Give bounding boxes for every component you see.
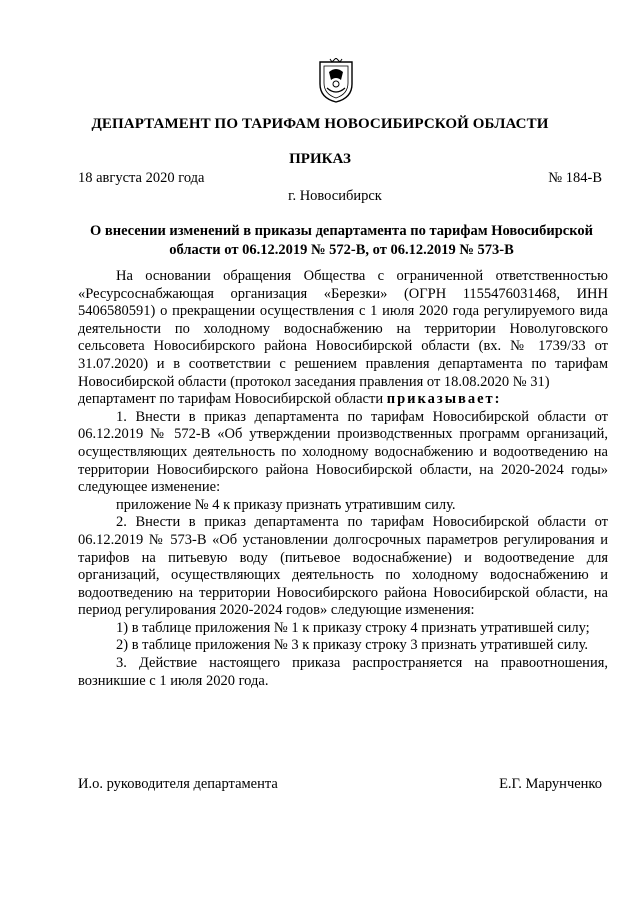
department-name: ДЕПАРТАМЕНТ ПО ТАРИФАМ НОВОСИБИРСКОЙ ОБЛАСТИ	[91, 116, 549, 132]
document-body	[78, 268, 608, 690]
item-2: 2. Внести в приказ департамента по тарифам Новосибирской области от 06.12.2019 № 573-В «Об установлении долгосрочных параметров регулирования и тарифов на питьевую воду (питьевое водоснабжение) и водоотведение для организаций, осуществляющих деятельность по холодному водоснабжению и водоотведению на территории Новосибирского района Новосибирской области, на период регулирования 2020-2024 годов» следующие изменения:	[78, 514, 608, 619]
orders-prefix: департамент по тарифам Новосибирской области	[78, 391, 387, 408]
item-1: 1. Внести в приказ департамента по тарифам Новосибирской области от 06.12.2019 № 572-В «Об утверждении производственных программ организаций, осуществляющих деятельность по холодному водоснабжению и водоотведению на территории Новосибирского района Новосибирской области, на 2020-2024 годы» следующее изменение:	[78, 408, 608, 496]
document-title: О внесении изменений в приказы департамента по тарифам Новосибирской области от 06.12.2019 № 572-В, от 06.12.2019 № 573-В	[89, 223, 594, 258]
orders-word: приказывает:	[386, 391, 502, 408]
signature-position: И.о. руководителя департамента	[78, 776, 278, 792]
intro-paragraph: На основании обращения Общества с ограниченной ответственностью «Ресурсоснабжающая организация «Березки» (ОГРН 1155476031468, ИНН 5406580591) о прекращении осуществления с 1 июля 2020 года регулируемого вида деятельности по холодному водоснабжению на территории Новолуговского сельсовета Новосибирского района Новосибирской области (вх. № 1739/33 от 31.07.2020) и в соответствии с решением правления департамента по тарифам Новосибирской области (протокол заседания правления от 18.08.2020 № 31)	[78, 268, 608, 390]
item-2-sub-1: 1) в таблице приложения № 1 к приказу строку 4 признать утратившей силу;	[116, 619, 590, 636]
item-2-sub-2: 2) в таблице приложения № 3 к приказу строку 3 признать утратившей силу.	[116, 637, 589, 654]
coat-of-arms-icon	[316, 58, 356, 104]
item-3: 3. Действие настоящего приказа распространяется на правоотношения, возникшие с 1 июля 2020 года.	[78, 655, 608, 689]
document-city: г. Новосибирск	[288, 188, 382, 204]
document-number: № 184-В	[548, 170, 602, 186]
document-type: ПРИКАЗ	[289, 151, 351, 167]
orders-paragraph	[78, 391, 608, 409]
item-1-sub: приложение № 4 к приказу признать утратившим силу.	[116, 496, 456, 513]
document-date: 18 августа 2020 года	[78, 170, 205, 186]
signature-name: Е.Г. Марунченко	[499, 776, 602, 792]
